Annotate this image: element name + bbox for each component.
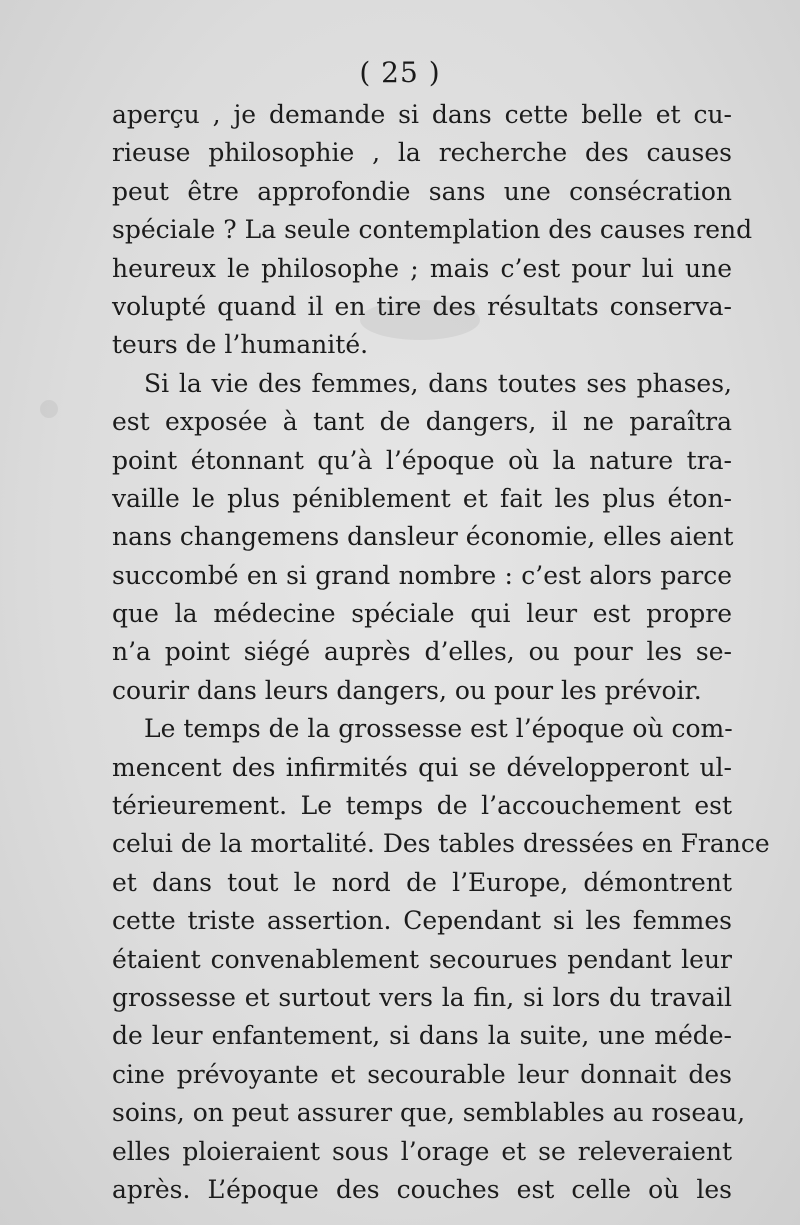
text-line: que la médecine spéciale qui leur est propre bbox=[112, 599, 732, 629]
text-line: aperçu , je demande si dans cette belle et cu- bbox=[112, 100, 732, 129]
text-line: succombé en si grand nombre : c’est alors parce bbox=[112, 560, 732, 590]
text-line: elles ploieraient sous l’orage et se releveraient bbox=[112, 1136, 732, 1166]
text-line: volupté quand il en tire des résultats conserva- bbox=[112, 291, 732, 321]
text-line: point étonnant qu’à l’époque où la nature tra- bbox=[112, 445, 732, 475]
text-line: étaient convenablement secourues pendant leur bbox=[112, 944, 732, 974]
text-line: peut être approfondie sans une consécration bbox=[112, 176, 732, 206]
text-line: et dans tout le nord de l’Europe, démontrent bbox=[112, 867, 732, 897]
text-line: de leur enfantement, si dans la suite, une méde- bbox=[112, 1021, 732, 1051]
text-line: après. L’époque des couches est celle où les bbox=[112, 1174, 732, 1204]
text-line: n’a point siégé auprès d’elles, ou pour les se- bbox=[112, 637, 732, 667]
text-line: heureux le philosophe ; mais c’est pour lui une bbox=[112, 253, 732, 283]
text-line: est exposée à tant de dangers, il ne paraîtra bbox=[112, 407, 732, 437]
text-line: celui de la mortalité. Des tables dressées en France bbox=[112, 829, 770, 859]
page-number: ( 25 ) bbox=[359, 56, 441, 89]
text-line: mencent des infirmités qui se développeront ul- bbox=[112, 752, 732, 782]
body-text bbox=[112, 96, 770, 1209]
text-line: rieuse philosophie , la recherche des causes bbox=[112, 138, 732, 168]
text-line: spéciale ? La seule contemplation des causes rend bbox=[112, 215, 753, 245]
text-line: cine prévoyante et secourable leur donnait des bbox=[112, 1059, 732, 1089]
text-line: teurs de l’humanité. bbox=[112, 330, 369, 360]
text-line: grossesse et surtout vers la fin, si lors du travail bbox=[112, 982, 732, 1012]
text-line: courir dans leurs dangers, ou pour les prévoir. bbox=[112, 675, 702, 705]
text-line: nans changemens dansleur économie, elles aient bbox=[112, 522, 734, 552]
text-line: térieurement. Le temps de l’accouchement est bbox=[112, 791, 732, 821]
page-stain bbox=[40, 400, 58, 418]
text-line: Si la vie des femmes, dans toutes ses phases, bbox=[144, 368, 732, 398]
text-line: soins, on peut assurer que, semblables au roseau, bbox=[112, 1098, 746, 1128]
text-line: vaille le plus péniblement et fait les plus éton- bbox=[112, 483, 732, 513]
text-line: cette triste assertion. Cependant si les femmes bbox=[112, 906, 732, 936]
text-line: Le temps de la grossesse est l’époque où com- bbox=[144, 714, 733, 744]
